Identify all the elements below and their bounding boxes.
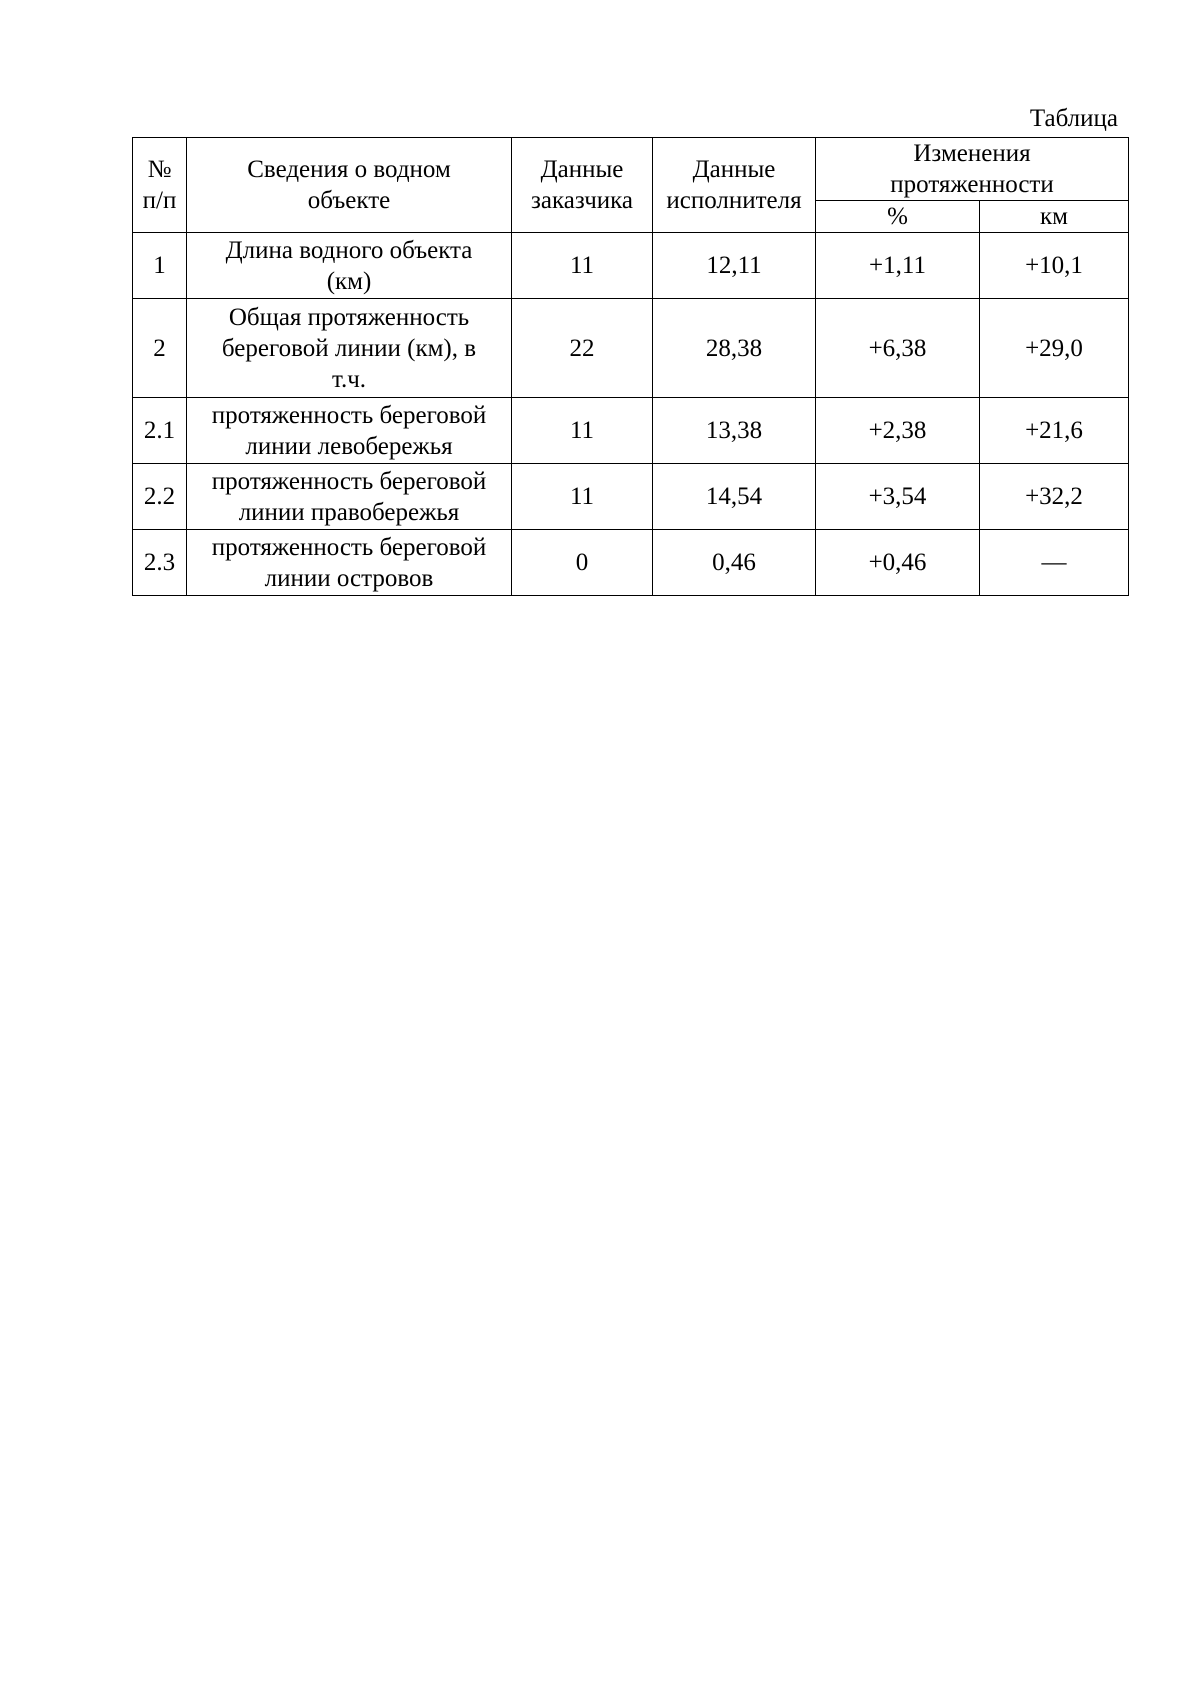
row-info-line: протяженность береговой [211, 467, 487, 495]
header-row [133, 138, 1129, 201]
row-contractor-value: 12,11 [653, 233, 816, 299]
row-customer-value: 11 [512, 398, 653, 464]
header-contractor: Данные исполнителя [653, 138, 816, 233]
row-change-km: +10,1 [980, 233, 1129, 299]
header-num: № п/п [133, 138, 187, 233]
row-change-pct: +6,38 [816, 299, 980, 398]
row-info [187, 299, 512, 398]
table-caption: Таблица [1029, 105, 1118, 132]
row-contractor-value: 13,38 [653, 398, 816, 464]
row-customer-value: 22 [512, 299, 653, 398]
row-customer-value: 0 [512, 530, 653, 596]
row-contractor-value: 14,54 [653, 464, 816, 530]
row-change-km: +21,6 [980, 398, 1129, 464]
table-row [133, 464, 1129, 530]
row-info-line: Длина водного объекта [225, 236, 473, 264]
row-customer-value: 11 [512, 233, 653, 299]
table-row [133, 299, 1129, 398]
row-change-km: — [980, 530, 1129, 596]
header-pct: % [816, 201, 980, 233]
row-number: 2 [133, 299, 187, 398]
header-km: км [980, 201, 1129, 233]
row-number: 2.2 [133, 464, 187, 530]
row-info-line: Общая протяженность [228, 303, 470, 331]
row-info [187, 233, 512, 299]
row-change-km: +29,0 [980, 299, 1129, 398]
row-info-line: (км) [326, 267, 372, 295]
row-info [187, 530, 512, 596]
table-row [133, 530, 1129, 596]
row-change-pct: +1,11 [816, 233, 980, 299]
row-change-pct: +2,38 [816, 398, 980, 464]
row-info [187, 464, 512, 530]
row-info-line: линии правобережья [238, 498, 460, 526]
row-change-pct: +0,46 [816, 530, 980, 596]
header-customer: Данные заказчика [512, 138, 653, 233]
row-number: 2.1 [133, 398, 187, 464]
row-customer-value: 11 [512, 464, 653, 530]
header-change: Изменения протяженности [816, 138, 1129, 201]
row-change-km: +32,2 [980, 464, 1129, 530]
row-contractor-value: 0,46 [653, 530, 816, 596]
table-row [133, 398, 1129, 464]
row-info-line: береговой линии (км), в [221, 334, 477, 362]
header-info: Сведения о водном объекте [187, 138, 512, 233]
row-info-line: линии островов [264, 564, 434, 592]
row-contractor-value: 28,38 [653, 299, 816, 398]
table-row [133, 233, 1129, 299]
row-info-line: протяженность береговой [211, 533, 487, 561]
row-info-line: т.ч. [331, 365, 367, 393]
row-info [187, 398, 512, 464]
row-info-line: линии левобережья [245, 432, 453, 460]
water-object-table [132, 137, 1129, 596]
row-info-line: протяженность береговой [211, 401, 487, 429]
row-number: 2.3 [133, 530, 187, 596]
row-number: 1 [133, 233, 187, 299]
table-body [133, 233, 1129, 596]
row-change-pct: +3,54 [816, 464, 980, 530]
